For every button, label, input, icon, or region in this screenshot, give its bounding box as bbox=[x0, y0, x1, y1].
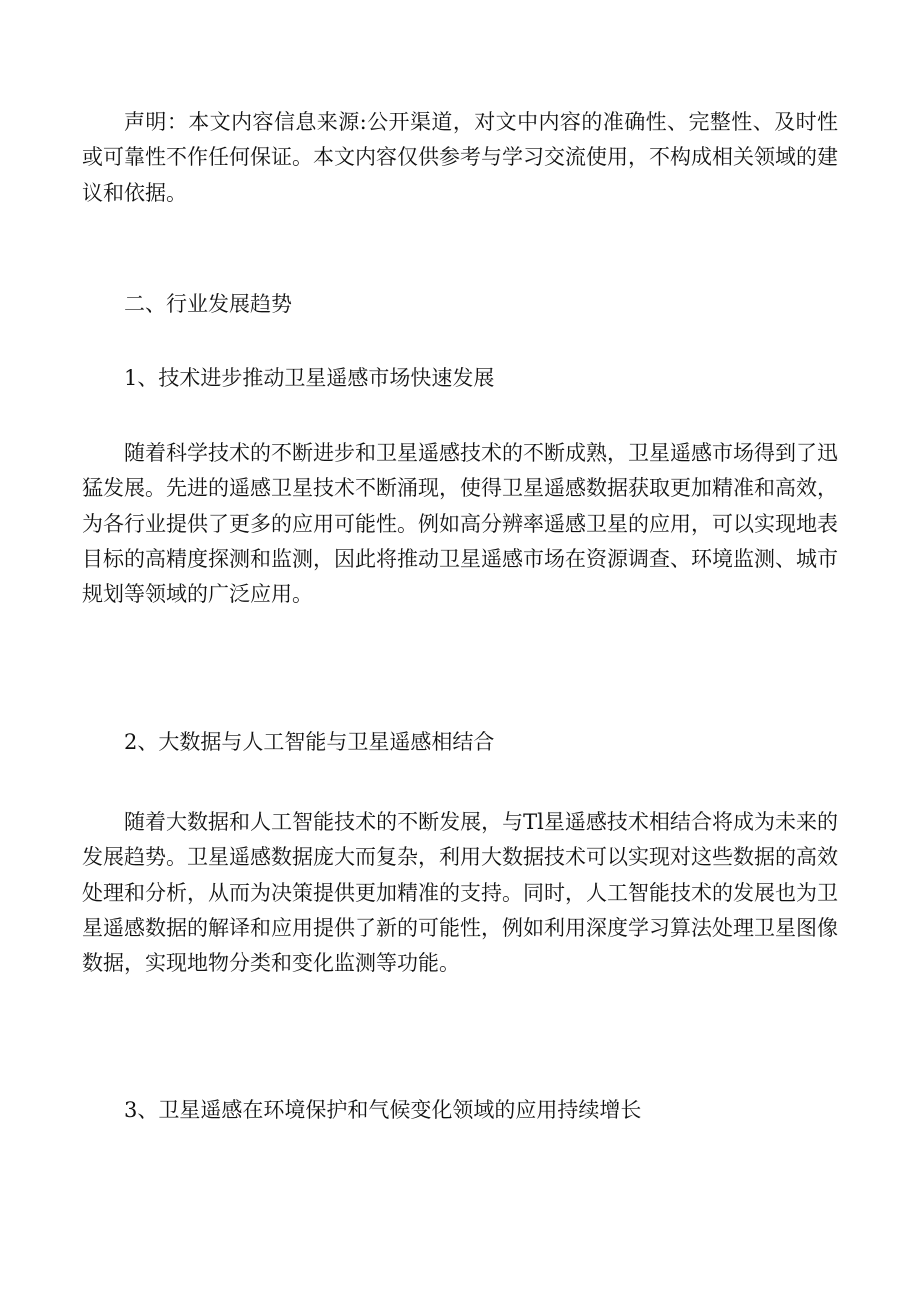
subsection-1-heading: 1、技术进步推动卫星遥感市场快速发展 bbox=[124, 366, 495, 390]
subsection-1-body: 随着科学技术的不断进步和卫星遥感技术的不断成熟，卫星遥感市场得到了迅猛发展。先进的遥感卫星技术不断涌现，使得卫星遥感数据获取更加精准和高效，为各行业提供了更多的应用可能性。例如高分辨率遥感卫星的应用，可以实现地表目标的高精度探测和监测，因此将推动卫星遥感市场在资源调查、环境监测、城市规划等领域的广泛应用。 bbox=[82, 441, 838, 607]
subsection-2-body: 随着大数据和人工智能技术的不断发展，与Tl星遥感技术相结合将成为未来的发展趋势。卫星遥感数据庞大而复杂，利用大数据技术可以实现对这些数据的高效处理和分析，从而为决策提供更加精准的支持。同时，人工智能技术的发展也为卫星遥感数据的解译和应用提供了新的可能性，例如利用深度学习算法处理卫星图像数据，实现地物分类和变化监测等功能。 bbox=[82, 810, 838, 976]
disclaimer-paragraph: 声明：本文内容信息来源:公开渠道，对文中内容的准确性、完整性、及时性或可靠性不作任何保证。本文内容仅供参考与学习交流使用，不构成相关领域的建议和依据。 bbox=[82, 110, 838, 205]
section-heading: 二、行业发展趋势 bbox=[124, 292, 292, 316]
subsection-3-heading: 3、卫星遥感在环境保护和气候变化领域的应用持续增长 bbox=[124, 1098, 642, 1122]
subsection-2-heading: 2、大数据与人工智能与卫星遥感相结合 bbox=[124, 730, 495, 754]
